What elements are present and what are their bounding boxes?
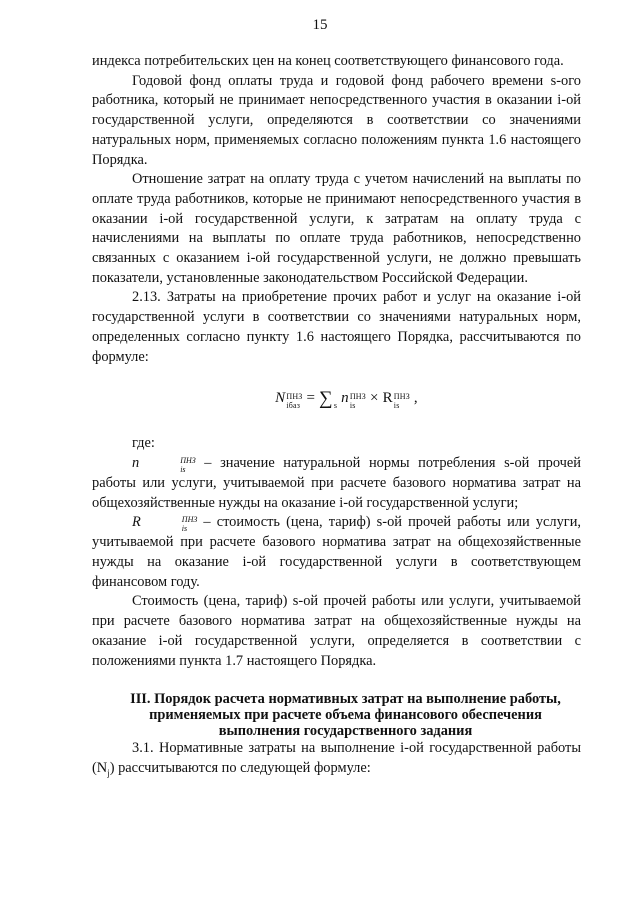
formula-lhs-indices: ПНЗ iбаз <box>286 392 303 411</box>
formula-n: n <box>341 390 349 407</box>
paragraph-continuation: индекса потребительских цен на конец соответствующего финансового года. <box>92 53 564 69</box>
page-content <box>92 52 581 784</box>
page-number: 15 <box>312 17 328 33</box>
formula-sum-index: s <box>333 401 338 411</box>
definition-n <box>92 454 581 513</box>
definition-n-text: – значение натуральной нормы потребления s-ой прочей работы или услуги, учитываемой при расчете базового норматива затрат на общехозяйственные нужды на оказание i-ой государственной услуги; <box>92 454 581 511</box>
formula-r: R <box>382 390 393 407</box>
definition-r-text: – стоимость (цена, тариф) s-ой прочей работы или услуги, учитываемой при расчете базового норматива затрат на общехозяйственные нужды на оказание i-ой государственной услуги в соответствующем финансовом году. <box>92 514 581 590</box>
formula-lhs: N <box>275 390 286 407</box>
formula-equals: = <box>306 390 316 407</box>
definition-r <box>92 513 581 592</box>
paragraph-3-1: 3.1. Нормативные затраты на выполнение i-ой государственной работы $(N_j)$ рассчитываются по следующей формуле: <box>92 740 581 778</box>
symbol-r: R ПНЗ is <box>132 514 198 534</box>
formula-sum-sign: ∑ <box>319 388 333 410</box>
paragraph-cost-determination: Стоимость (цена, тариф) s-ой прочей работы или услуги, учитываемой при расчете базового норматива затрат на общехозяйственные нужды на оказание i-ой государственной услуги, определяется в соответствии с положениями пункта 1.7 настоящего Порядка. <box>92 593 581 669</box>
symbol-n: n ПНЗ is <box>132 454 196 474</box>
formula-times: × <box>369 390 379 407</box>
formula-n-indices: ПНЗ is <box>349 392 366 411</box>
paragraph-2-13: 2.13. Затраты на приобретение прочих работ и услуг на оказание i-ой государственной услуги в соответствии со значениями натуральных норм, определенных согласно пункту 1.6 настоящего Порядка, рассчитываются по формуле: <box>92 289 581 365</box>
where-label: где: <box>132 435 155 452</box>
formula-r-indices: ПНЗ is <box>393 392 410 411</box>
formula-tail: , <box>413 390 418 407</box>
paragraph-wage-fund: Годовой фонд оплаты труда и годовой фонд рабочего времени s-ого работника, который не принимает непосредственного участия в оказании i-ой государственной услуги, определяются в соответствии со значениями натуральных норм, применяемых согласно положениям пункта 1.6 настоящего Порядка. <box>92 72 581 168</box>
section-heading-iii: III. Порядок расчета нормативных затрат на выполнение работы, применяемых при расчете объема финансового обеспечения выполнения государственного задания <box>130 691 561 740</box>
formula-pnz <box>92 389 581 410</box>
paragraph-wage-ratio: Отношение затрат на оплату труда с учетом начислений на выплаты по оплате труда работников, которые не принимают непосредственного участия в оказании i-ой государственной услуги, к затратам на оплату труда с начислениями на выплаты по оплате труда работников, непосредственно связанных с оказанием i-ой государственной услуги, не должно превышать показатели, установленные законодательством Российской Федерации. <box>92 171 581 286</box>
